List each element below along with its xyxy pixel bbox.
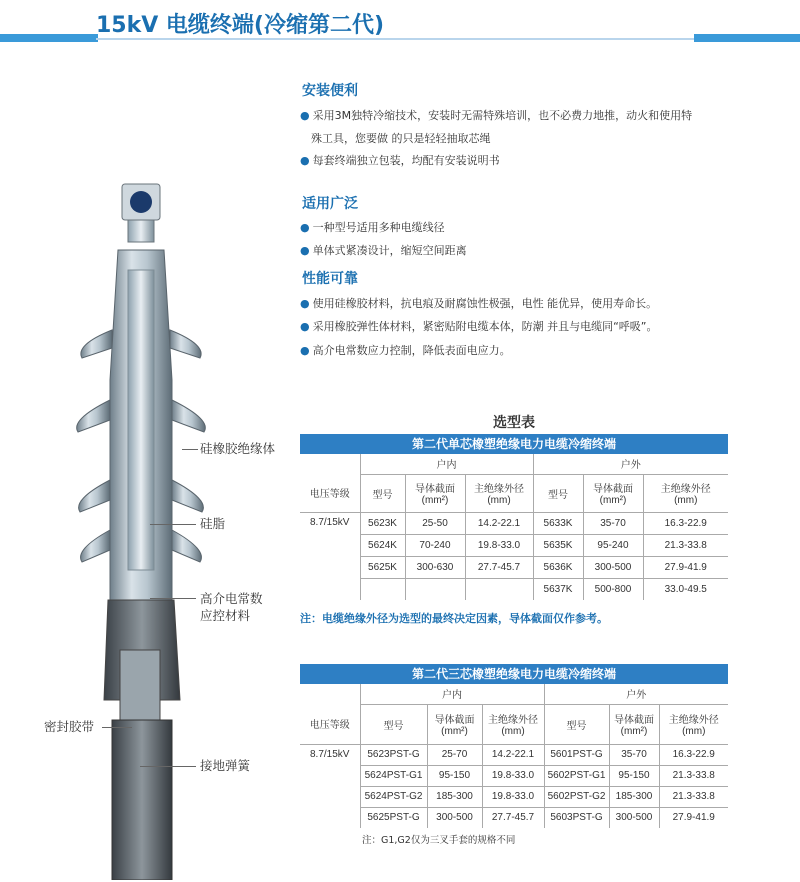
callout-line: [140, 766, 196, 767]
bullet-icon: ●: [300, 221, 310, 234]
model-header: 型号: [360, 704, 427, 744]
diameter-header: 主绝缘外径 (mm): [482, 704, 544, 744]
bullet-icon: ●: [300, 154, 310, 167]
callout-stress-control-2: 应控材料: [200, 608, 251, 623]
section-header: 导体截面 (mm²): [405, 474, 465, 512]
section-header: 导体截面 (mm²): [583, 474, 643, 512]
feature-title-install: 安装便利: [302, 83, 358, 99]
indoor-header: 户内: [360, 454, 533, 474]
outdoor-header: 户外: [533, 454, 728, 474]
feature-item: ● 一种型号适用多种电缆线径: [300, 221, 445, 234]
model-header: 型号: [360, 474, 405, 512]
feature-item: ● 单体式紧凑设计，缩短空间距离: [300, 244, 467, 257]
callout-ground-spring: 接地弹簧: [200, 758, 251, 773]
table1-title: 第二代单芯橡塑绝缘电力电缆冷缩终端: [300, 434, 728, 454]
bullet-icon: ●: [300, 297, 310, 310]
page-title: 15kV 电缆终端(冷缩第二代): [96, 13, 385, 38]
cable-termination-illustration: [60, 180, 300, 880]
voltage-cell: 8.7/15kV: [300, 512, 360, 534]
callout-silicone-grease: 硅脂: [200, 516, 226, 531]
header-underline: [96, 38, 694, 40]
voltage-cell: 8.7/15kV: [300, 744, 360, 765]
table2: [300, 684, 728, 828]
section-header: 导体截面 (mm²): [609, 704, 659, 744]
feature-item: ● 每套终端独立包装，均配有安装说明书: [300, 154, 500, 167]
callout-silicone-insulator: 硅橡胶绝缘体: [200, 441, 276, 456]
bullet-icon: ●: [300, 244, 310, 257]
model-header: 型号: [533, 474, 583, 512]
header-accent-bar-right: [694, 34, 800, 42]
table-row: 5624PST-G2 185-300 19.8-33.0 5602PST-G2 185-300 21.3-33.8: [300, 786, 728, 807]
feature-item: ● 采用橡胶弹性体材料，紧密贴附电缆本体，防潮 并且与电缆同“呼吸”。: [300, 320, 658, 333]
callout-sealing-tape: 密封胶带: [44, 719, 95, 734]
feature-item: ● 高介电常数应力控制，降低表面电应力。: [300, 344, 511, 357]
feature-title-reliable: 性能可靠: [302, 271, 358, 287]
feature-title-wide: 适用广泛: [302, 196, 358, 212]
table-row: 5624K 70-240 19.8-33.0 5635K 95-240 21.3-33.8: [300, 534, 728, 556]
table2-note: 注：G1,G2仅为三叉手套的规格不同: [362, 835, 516, 846]
header-accent-bar-left: [0, 34, 98, 42]
callout-line: [150, 598, 196, 599]
indoor-header: 户内: [360, 684, 544, 704]
diameter-header: 主绝缘外径 (mm): [659, 704, 728, 744]
table-row: 8.7/15kV 5623PST-G 25-70 14.2-22.1 5601PST-G 35-70 16.3-22.9: [300, 744, 728, 765]
table-row: 5625PST-G 300-500 27.7-45.7 5603PST-G 300-500 27.9-41.9: [300, 807, 728, 828]
table-row: 8.7/15kV 5623K 25-50 14.2-22.1 5633K 35-70 16.3-22.9: [300, 512, 728, 534]
section-header: 导体截面 (mm²): [427, 704, 482, 744]
table-caption: 选型表: [493, 415, 535, 431]
table1: [300, 454, 728, 600]
table-row: 5637K 500-800 33.0-49.5: [300, 578, 728, 600]
feature-item: ● 使用硅橡胶材料，抗电痕及耐腐蚀性极强，电性 能优异，使用寿命长。: [300, 297, 658, 310]
callout-stress-control-1: 高介电常数: [200, 591, 263, 606]
outdoor-header: 户外: [544, 684, 728, 704]
voltage-header: 电压等级: [309, 489, 350, 501]
callout-line: [102, 727, 132, 728]
feature-item: ● 采用3M独特冷缩技术，安装时无需特殊培训，也不必费力地推，动火和使用特: [300, 109, 693, 122]
callout-line: [182, 449, 198, 450]
table2-title: 第二代三芯橡塑绝缘电力电缆冷缩终端: [300, 664, 728, 684]
feature-item: 殊工具，您要做 的只是轻轻抽取芯绳: [311, 132, 491, 145]
table-row: 5624PST-G1 95-150 19.8-33.0 5602PST-G1 95-150 21.3-33.8: [300, 765, 728, 786]
diameter-header: 主绝缘外径 (mm): [643, 474, 728, 512]
bullet-icon: ●: [300, 320, 310, 333]
table-row: 5625K 300-630 27.7-45.7 5636K 300-500 27.9-41.9: [300, 556, 728, 578]
bullet-icon: ●: [300, 344, 310, 357]
callout-line: [150, 524, 196, 525]
model-header: 型号: [544, 704, 609, 744]
voltage-header: 电压等级: [309, 720, 350, 732]
table1-note: 注：电缆绝缘外径为选型的最终决定因素，导体截面仅作参考。: [300, 612, 608, 625]
bullet-icon: ●: [300, 109, 310, 122]
diameter-header: 主绝缘外径 (mm): [465, 474, 533, 512]
